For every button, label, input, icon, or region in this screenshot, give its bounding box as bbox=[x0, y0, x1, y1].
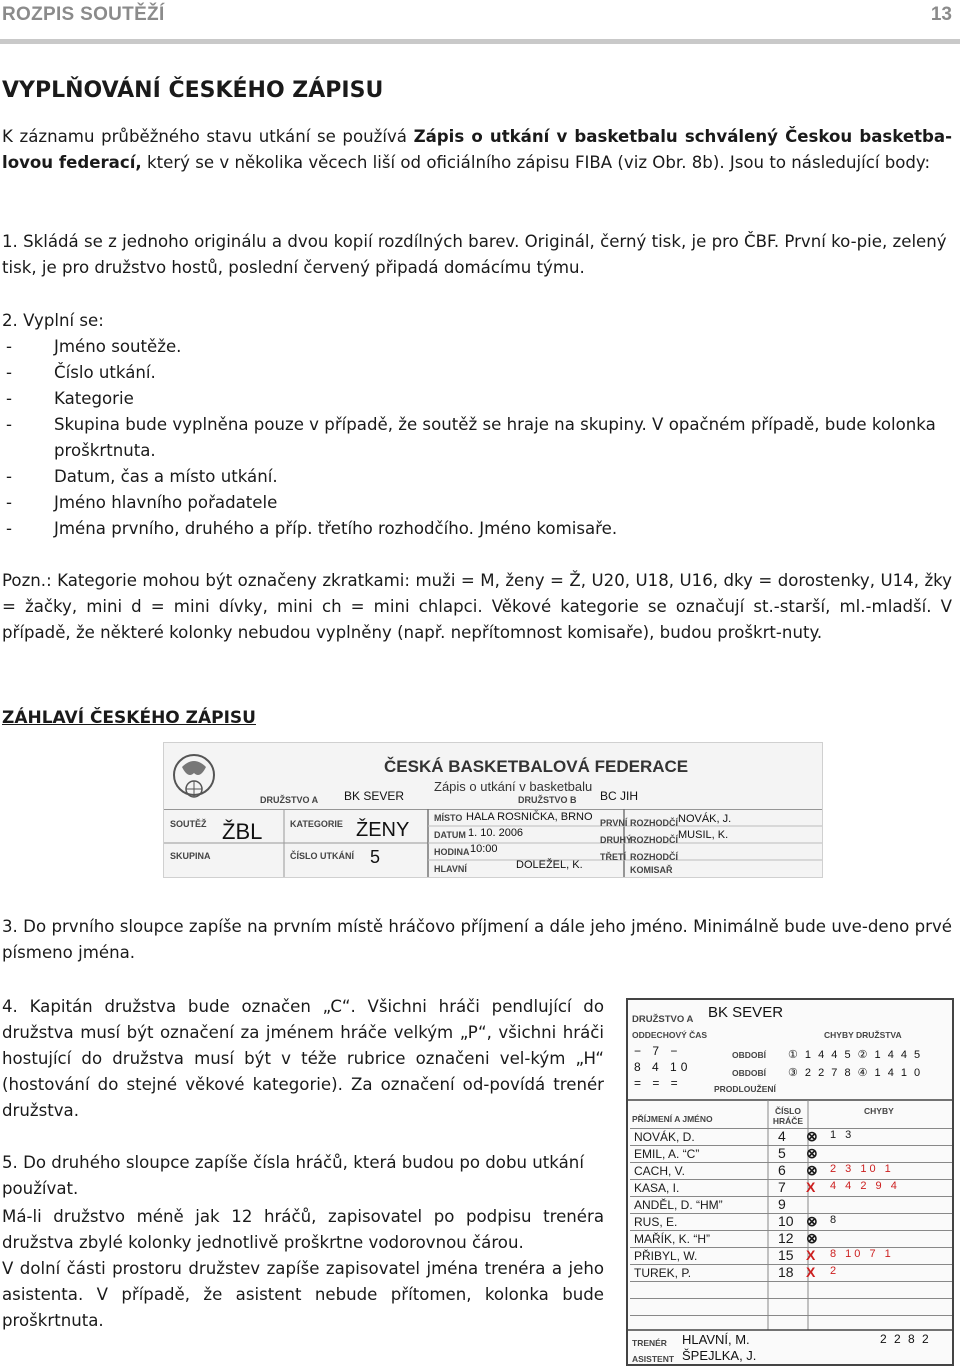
list-item: - Datum, čas a místo utkání. bbox=[2, 464, 952, 490]
kategorie-value: ŽENY bbox=[356, 819, 410, 841]
timeouts-row-2: 8 4 10 bbox=[634, 1060, 692, 1074]
druhy-label: DRUHÝ bbox=[600, 835, 633, 845]
num-col-label: ČÍSLO HRÁČE bbox=[772, 1106, 804, 1126]
misto-label: MÍSTO bbox=[434, 813, 463, 823]
assistant-label: ASISTENT bbox=[632, 1354, 675, 1364]
list-item: - Kategorie bbox=[2, 386, 952, 412]
player-starter-mark: ⊗ bbox=[806, 1145, 818, 1161]
team-fouls-p3: ③ 2 2 7 8 ④ 1 4 1 0 bbox=[788, 1067, 923, 1079]
sheet-team-value: BK SEVER bbox=[708, 1004, 784, 1021]
prvni-rozhodci-value: NOVÁK, J. bbox=[678, 813, 732, 825]
point-4: 4. Kapitán družstva bude označen „C“. Všichni hráči pendlující do družstva musí být označení za jménem hráče velkým „P“, všichni hráči hostující do družstva musí být v téže rubrice označeni vel-kým „H“ (hostování do stejné věkové kategorie). Za označení od-povídá trenér družstva. bbox=[2, 997, 604, 1120]
period-label: OBDOBÍ bbox=[732, 1050, 766, 1060]
player-row bbox=[630, 1128, 952, 1146]
player-row bbox=[630, 1162, 952, 1180]
hodina-label: HODINA bbox=[434, 847, 470, 857]
timeouts-row-1: − 7 − bbox=[634, 1044, 682, 1058]
player-row bbox=[630, 1179, 952, 1197]
team-fouls-p1: ① 1 4 4 5 ② 1 4 4 5 bbox=[788, 1049, 923, 1061]
skupina-label: SKUPINA bbox=[170, 851, 211, 861]
kategorie-label: KATEGORIE bbox=[290, 819, 343, 829]
team-a-label: DRUŽSTVO A bbox=[260, 795, 319, 805]
coach-fouls: 2 2 8 2 bbox=[880, 1332, 931, 1346]
player-starter-mark: ⊗ bbox=[806, 1128, 818, 1144]
prvni-label: PRVNÍ bbox=[600, 818, 628, 828]
druhy-rozhodci-value: MUSIL, K. bbox=[678, 829, 729, 841]
rozhodci-label: ROZHODČÍ bbox=[630, 835, 678, 845]
team-fouls-label: CHYBY DRUŽSTVA bbox=[824, 1030, 902, 1040]
coach-label: TRENÉR bbox=[632, 1338, 667, 1348]
team-b-label: DRUŽSTVO B bbox=[518, 795, 577, 805]
point-5a: 5. Do druhého sloupce zapíše čísla hráčů, která budou po dobu utkání používat. bbox=[2, 1153, 584, 1198]
coach-value: HLAVNÍ, M. bbox=[682, 1332, 750, 1347]
treti-label: TŘETÍ bbox=[600, 852, 626, 862]
player-starter-mark: X bbox=[806, 1264, 816, 1280]
sheet-team-label: DRUŽSTVO A bbox=[632, 1014, 694, 1025]
player-name: PŘIBYL, W. bbox=[634, 1249, 698, 1263]
player-number: 9 bbox=[778, 1196, 786, 1212]
player-number: 5 bbox=[778, 1145, 786, 1161]
soutez-value: ŽBL bbox=[222, 819, 263, 844]
list-item: - Jméno hlavního pořadatele bbox=[2, 490, 952, 516]
datum-value: 1. 10. 2006 bbox=[468, 827, 524, 839]
intro-text-end: který se v několika věcech liší od oficiálního zápisu FIBA (viz Obr. 8b). Jsou to následující body: bbox=[141, 153, 931, 172]
page-header bbox=[0, 0, 960, 44]
player-row bbox=[630, 1230, 952, 1248]
point-2-lead: 2. Vyplní se: bbox=[2, 311, 104, 330]
point-1: 1. Skládá se z jednoho originálu a dvou kopií rozdílných barev. Originál, černý tisk, je pro ČBF. První ko-pie, zelený tisk, je pro družstvo hostů, poslední červený připadá domácímu týmu. bbox=[2, 232, 947, 277]
misto-value: HALA ROSNIČKA, BRNO bbox=[466, 811, 593, 823]
form-subtitle: Zápis o utkání v basketbalu bbox=[434, 779, 593, 794]
player-number: 15 bbox=[778, 1247, 794, 1263]
player-name: EMIL, A. “C” bbox=[634, 1147, 700, 1161]
datum-label: DATUM bbox=[434, 830, 466, 840]
player-fouls: 2 3 10 1 bbox=[830, 1163, 894, 1175]
point-2-list bbox=[2, 334, 952, 542]
player-fouls: 8 10 7 1 bbox=[830, 1248, 894, 1260]
intro-text: K záznamu průběžného stavu utkání se používá bbox=[2, 127, 414, 146]
hodina-value: 10:00 bbox=[470, 843, 498, 855]
cislo-label: ČÍSLO UTKÁNÍ bbox=[290, 851, 354, 861]
komisar-label: KOMISAŘ bbox=[630, 865, 673, 875]
player-row bbox=[630, 1196, 952, 1214]
name-col-label: PŘÍJMENÍ A JMÉNO bbox=[632, 1114, 713, 1124]
player-row bbox=[630, 1264, 952, 1282]
point-2 bbox=[2, 308, 952, 542]
player-fouls: 2 bbox=[830, 1265, 840, 1277]
list-item: - Skupina bude vyplněna pouze v případě, že soutěž se hraje na skupiny. V opačném případě, bude kolonka proškrtnuta. bbox=[2, 412, 952, 464]
player-row bbox=[630, 1247, 952, 1265]
subheading: ZÁHLAVÍ ČESKÉHO ZÁPISU bbox=[2, 708, 256, 728]
overtime-label: PRODLOUŽENÍ bbox=[714, 1084, 776, 1094]
hlavni-value: DOLEŽEL, K. bbox=[516, 859, 583, 871]
hlavni-label: HLAVNÍ bbox=[434, 864, 467, 874]
intro-paragraph bbox=[2, 124, 952, 176]
player-fouls: 8 bbox=[830, 1214, 840, 1226]
player-name: RUS, E. bbox=[634, 1215, 678, 1229]
running-title: ROZPIS SOUTĚŽÍ bbox=[2, 4, 165, 25]
form-header-figure bbox=[163, 742, 823, 878]
player-row bbox=[630, 1213, 952, 1231]
assistant-value: ŠPEJLKA, J. bbox=[682, 1348, 757, 1363]
timeouts-label: ODDECHOVÝ ČAS bbox=[632, 1030, 708, 1040]
point-3: 3. Do prvního sloupce zapíše na prvním místě hráčovo příjmení a dále jeho jméno. Minimálně bude uve-deno prvé písmeno jména. bbox=[2, 917, 952, 962]
cislo-value: 5 bbox=[370, 847, 381, 867]
player-number: 6 bbox=[778, 1162, 786, 1178]
player-row-empty bbox=[630, 1315, 952, 1330]
player-fouls: 4 4 2 9 4 bbox=[830, 1180, 900, 1192]
rozhodci-label: ROZHODČÍ bbox=[630, 852, 678, 862]
player-row bbox=[630, 1145, 952, 1163]
player-name: KASA, I. bbox=[634, 1181, 680, 1195]
section-heading: VYPLŇOVÁNÍ ČESKÉHO ZÁPISU bbox=[2, 78, 384, 103]
player-starter-mark: X bbox=[806, 1247, 816, 1263]
period-label: OBDOBÍ bbox=[732, 1068, 766, 1078]
player-number: 10 bbox=[778, 1213, 794, 1229]
player-number: 18 bbox=[778, 1264, 794, 1280]
player-starter-mark: ⊗ bbox=[806, 1162, 818, 1178]
player-starter-mark: ⊗ bbox=[806, 1230, 818, 1246]
list-item: - Jména prvního, druhého a příp. třetího rozhodčího. Jméno komisaře. bbox=[2, 516, 952, 542]
list-item: - Jméno soutěže. bbox=[2, 334, 952, 360]
fouls-col-label: CHYBY bbox=[864, 1106, 894, 1116]
team-b-value: BC JIH bbox=[600, 789, 639, 803]
list-item: - Číslo utkání. bbox=[2, 360, 952, 386]
player-name: CACH, V. bbox=[634, 1164, 685, 1178]
player-name: NOVÁK, D. bbox=[634, 1130, 695, 1144]
team-a-value: BK SEVER bbox=[344, 789, 405, 803]
timeouts-row-3: = = = bbox=[634, 1076, 682, 1090]
point-5c: V dolní části prostoru družstev zapíše zapisovatel jména trenéra a jeho asistenta. V případě, že asistent nebude přítomen, kolonka bude proškrtnuta. bbox=[2, 1259, 604, 1330]
player-starter-mark: X bbox=[806, 1179, 816, 1195]
soutez-label: SOUTĚŽ bbox=[170, 819, 207, 829]
note-paragraph: Pozn.: Kategorie mohou být označeny zkratkami: muži = M, ženy = Ž, U20, U18, U16, dky = dorostenky, U14, žky = žačky, mini d = mini dívky, mini ch = mini chlapci. Věkové kategorie se označují st.-starší, ml.-mladší. V případě, že některé kolonky nebudou vyplněny (např. nepřítomnost komisaře), budou proškrt-nuty. bbox=[2, 571, 952, 642]
player-name: MAŘÍK, K. “H” bbox=[634, 1232, 711, 1246]
page-number: 13 bbox=[930, 4, 952, 25]
score-sheet-figure bbox=[626, 998, 954, 1366]
player-number: 4 bbox=[778, 1128, 786, 1144]
player-number: 12 bbox=[778, 1230, 794, 1246]
player-name: TUREK, P. bbox=[634, 1266, 692, 1280]
rozhodci-label: ROZHODČÍ bbox=[630, 818, 678, 828]
point-5b: Má-li družstvo méně jak 12 hráčů, zapisovatel po podpisu trenéra družstva zbylé kolonky jednotlivě proškrtne vodorovnou čárou. bbox=[2, 1207, 604, 1252]
intro-bold-text: Zápis o utkání v basketbalu schválený Českou basketba-lovou federací, bbox=[2, 127, 953, 172]
player-number: 7 bbox=[778, 1179, 786, 1195]
player-row-empty bbox=[630, 1298, 952, 1316]
player-starter-mark: ⊗ bbox=[806, 1213, 818, 1229]
player-name: ANDĚL, D. “HM” bbox=[634, 1198, 723, 1212]
player-fouls: 1 3 bbox=[830, 1129, 855, 1141]
header-rule bbox=[0, 39, 960, 44]
federation-logo-icon bbox=[168, 749, 220, 809]
player-row-empty bbox=[630, 1281, 952, 1299]
federation-title: ČESKÁ BASKETBALOVÁ FEDERACE bbox=[384, 757, 689, 776]
